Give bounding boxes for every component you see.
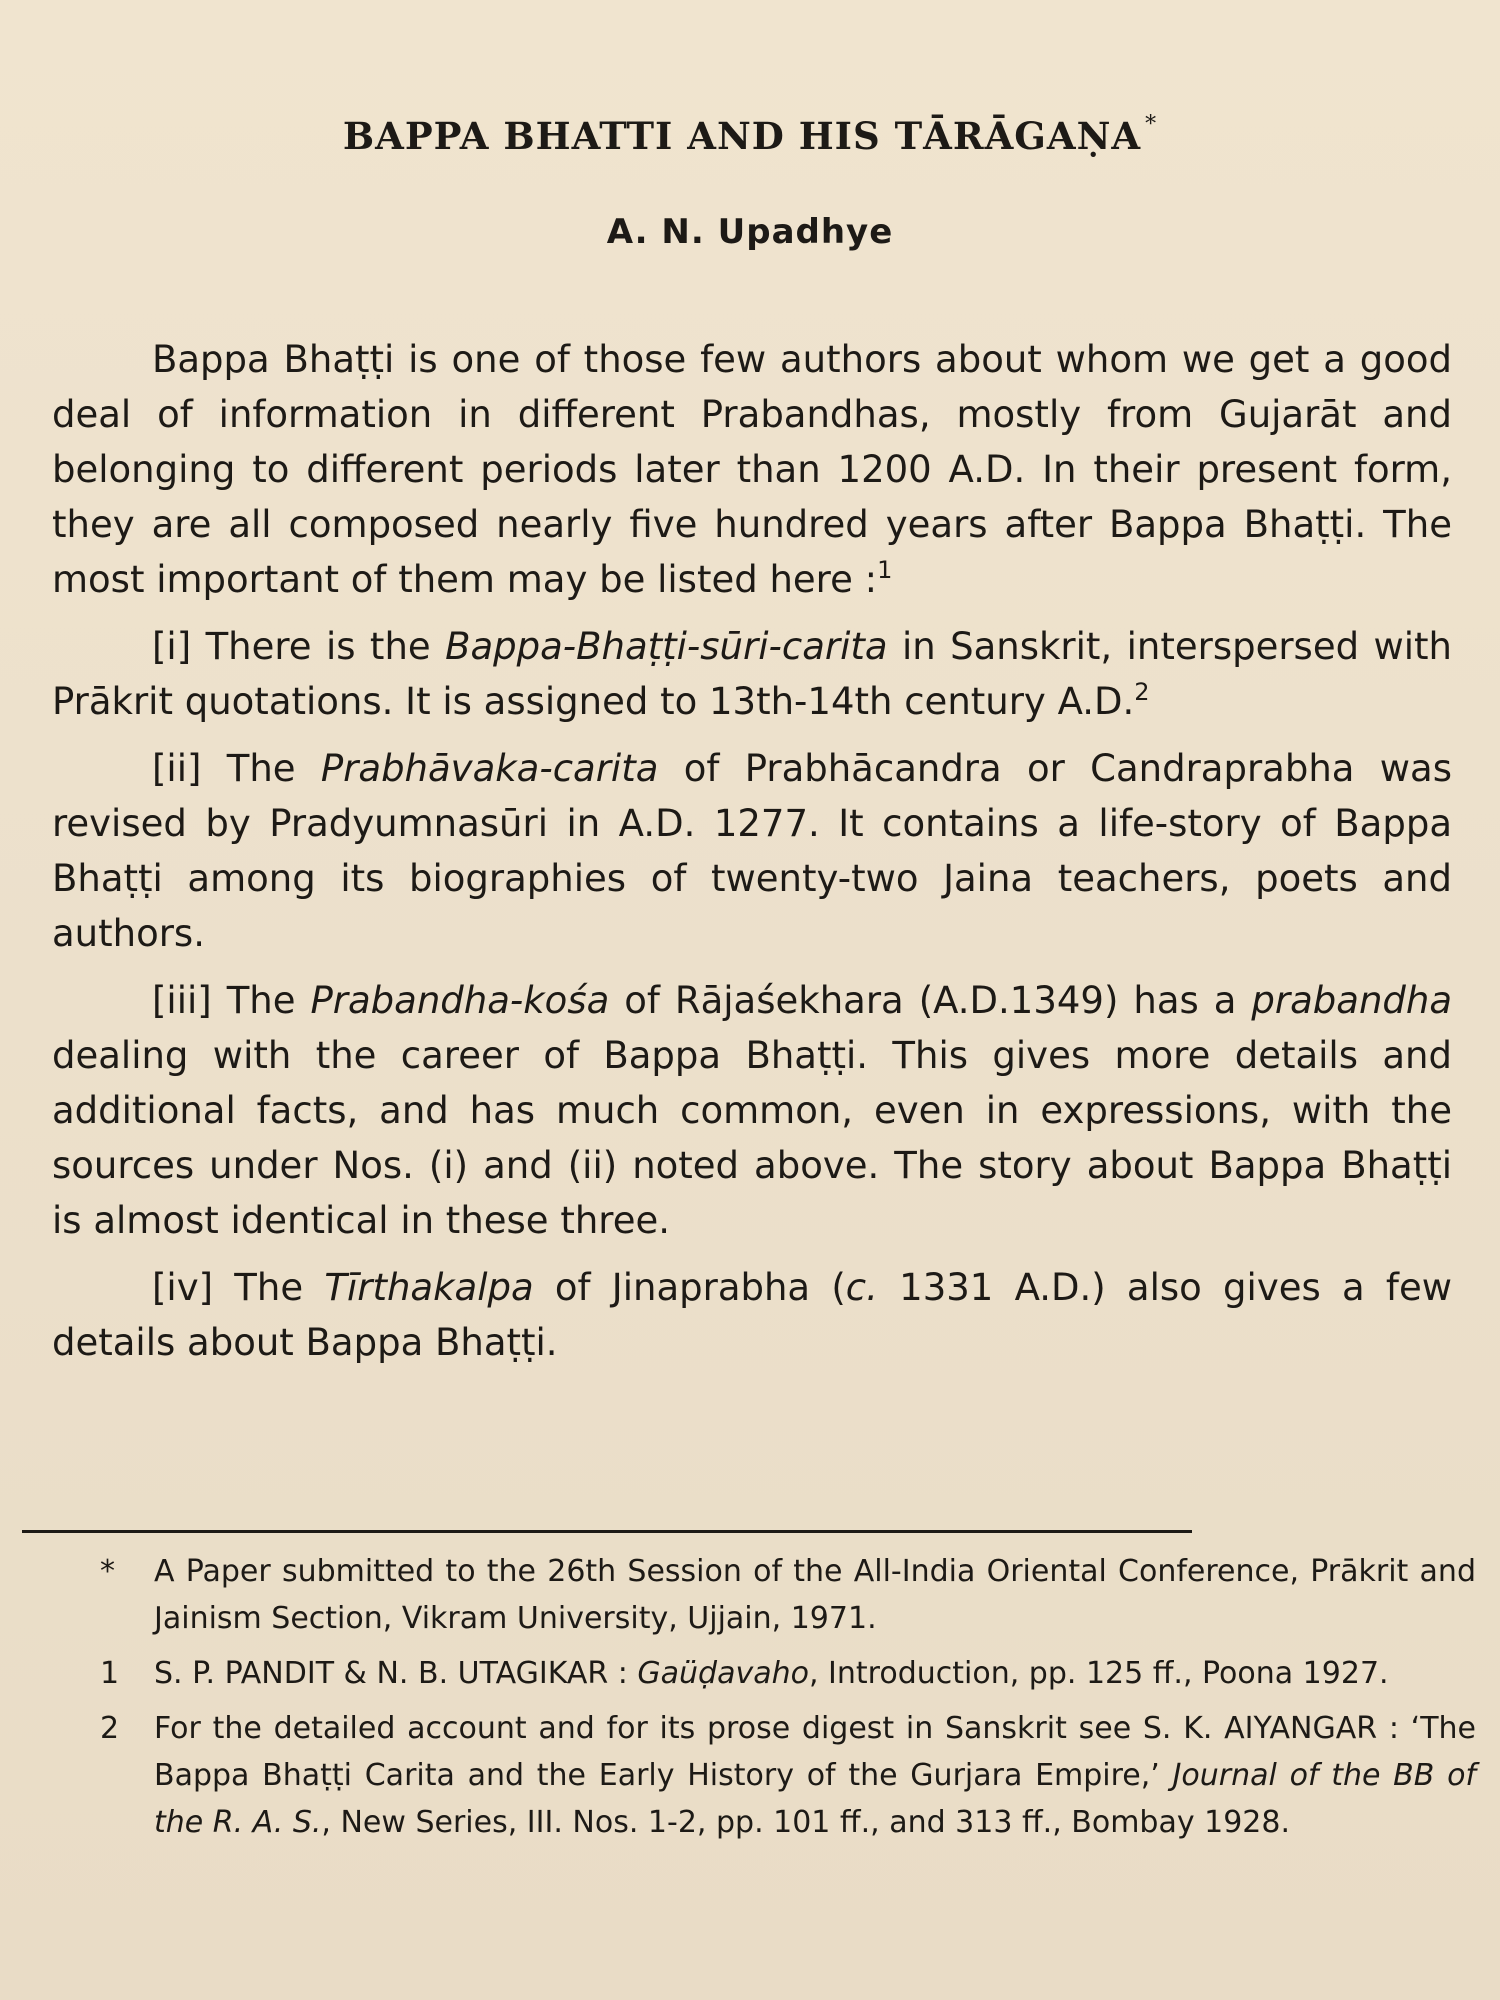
list-item-i bbox=[52, 619, 1452, 729]
article-title-text: BAPPA BHATTI AND HIS TĀRĀGAṆA bbox=[342, 114, 1142, 158]
item-text: of Prabhācandra or Candraprabha was revised by Pradyumnasūri in A.D. 1277. It contains a life-story of Bappa Bhaṭṭi among its biographies of twenty-two Jaina teachers, poets and authors. bbox=[52, 747, 1452, 955]
work-term: prabandha bbox=[1251, 979, 1452, 1022]
article-body bbox=[52, 332, 1452, 1382]
footnote-mark: 2 bbox=[100, 1711, 120, 1746]
footnotes bbox=[96, 1548, 1476, 1854]
item-text: dealing with the career of Bappa Bhaṭṭi. This gives more details and additional facts, and has much common, even in expressions, with the sources under Nos. (i) and (ii) noted above. The story about Bappa Bhaṭṭi is almost identical in these three. bbox=[52, 1034, 1452, 1242]
footnote-text-part: , New Series, III. Nos. 1-2, pp. 101 ff., and 313 ff., Bombay 1928. bbox=[321, 1805, 1291, 1840]
footnote-work-title: Gaüḍavaho bbox=[637, 1656, 809, 1691]
article-title bbox=[0, 112, 1500, 158]
work-title: Prabandha-kośa bbox=[310, 979, 610, 1022]
intro-paragraph bbox=[52, 332, 1452, 607]
footnote-text: A Paper submitted to the 26th Session of the All-India Oriental Conference, Prākrit and Jainism Section, Vikram University, Ujjain, 1971. bbox=[154, 1554, 1476, 1636]
footnote-divider bbox=[22, 1530, 1192, 1533]
footnote-mark: 1 bbox=[100, 1656, 120, 1691]
circa-abbrev: c. bbox=[845, 1266, 878, 1309]
footnote-text-part: , Introduction, pp. 125 ff., Poona 1927. bbox=[808, 1656, 1389, 1691]
work-title: Prabhāvaka-carita bbox=[320, 747, 659, 790]
footnote-1 bbox=[96, 1650, 1476, 1697]
footnote-text-part: For the detailed account and for its prose digest in Sanskrit see S. K. AIYANGAR : ‘The Bappa Bhaṭṭi Carita and the Early History of the Gurjara Empire,’ bbox=[154, 1711, 1476, 1793]
footnote-star bbox=[96, 1548, 1476, 1642]
footnote-work-title: Journal of the BB of the R. A. S. bbox=[154, 1758, 1476, 1840]
title-footnote-mark: * bbox=[1145, 112, 1158, 137]
footnote-text bbox=[154, 1650, 1476, 1697]
list-item-iv bbox=[52, 1260, 1452, 1370]
list-item-ii bbox=[52, 741, 1452, 961]
item-text: of Rājaśekhara (A.D.1349) has a bbox=[609, 979, 1252, 1022]
footnote-ref-1: 1 bbox=[877, 556, 893, 584]
footnote-text bbox=[154, 1705, 1476, 1846]
footnote-ref-2: 2 bbox=[1134, 678, 1150, 706]
item-label: [ii] The bbox=[152, 747, 321, 790]
footnote-mark: * bbox=[100, 1554, 115, 1589]
intro-text: Bappa Bhaṭṭi is one of those few authors about whom we get a good deal of information in different Prabandhas, mostly from Gujarāt and belonging to different periods later than 1200 A.D. In their present form, they are all composed nearly five hundred years after Bappa Bhaṭṭi. The most important of them may be listed here : bbox=[52, 338, 1452, 601]
item-text: of Jinaprabha ( bbox=[533, 1266, 846, 1309]
work-title: Tīrthakalpa bbox=[324, 1266, 534, 1309]
work-title: Bappa-Bhaṭṭi-sūri-carita bbox=[445, 625, 888, 668]
list-item-iii bbox=[52, 973, 1452, 1248]
footnote-text-part: S. P. PANDIT & N. B. UTAGIKAR : bbox=[154, 1656, 638, 1691]
item-label: [i] There is the bbox=[152, 625, 446, 668]
item-text: 1331 A.D.) also gives a few details about Bappa Bhaṭṭi. bbox=[52, 1266, 1452, 1364]
footnote-2 bbox=[96, 1705, 1476, 1846]
item-label: [iii] The bbox=[152, 979, 311, 1022]
item-text: in Sanskrit, interspersed with Prākrit quotations. It is assigned to 13th-14th century A.D. bbox=[52, 625, 1452, 723]
author-name: A. N. Upadhye bbox=[606, 212, 894, 252]
item-label: [iv] The bbox=[152, 1266, 325, 1309]
